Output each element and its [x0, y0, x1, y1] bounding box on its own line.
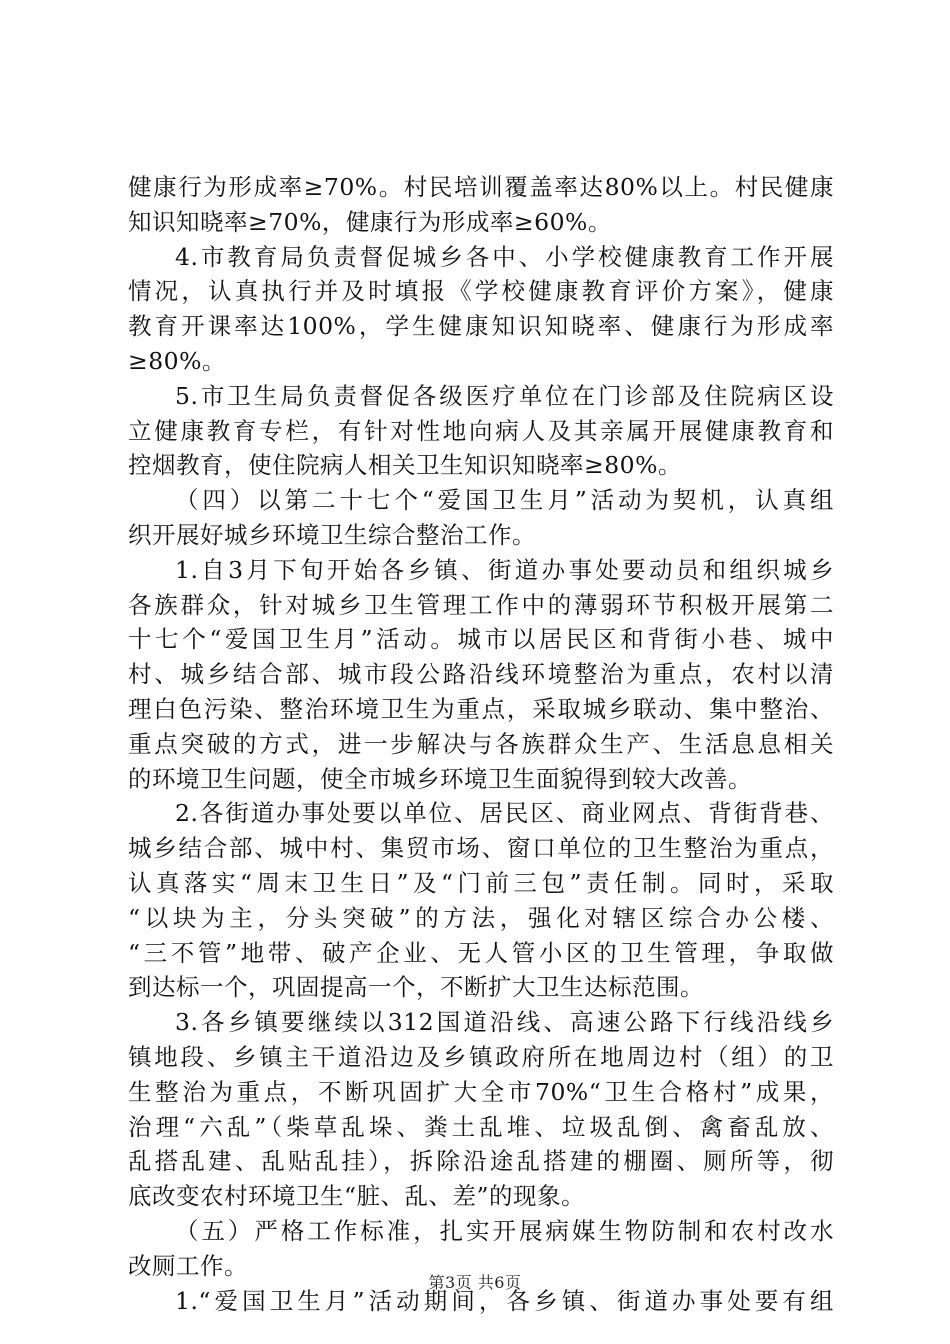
text-line: 到达标一个，巩固提高一个，不断扩大卫生达标范围。 [128, 973, 704, 1002]
text-line: 各族群众，针对城乡卫生管理工作中的薄弱环节积极开展第二 [128, 590, 834, 619]
text-line: 镇地段、乡镇主干道沿边及乡镇政府所在地周边村（组）的卫 [128, 1042, 834, 1071]
text-line: ≥80%。 [128, 346, 226, 375]
text-line: 2.各街道办事处要以单位、居民区、商业网点、背街背巷、 [175, 799, 834, 828]
text-line: 乱搭乱建、乱贴乱挂），拆除沿途乱搭建的棚圈、厕所等，彻 [128, 1147, 834, 1176]
text-line: 控烟教育，使住院病人相关卫生知识知晓率≥80%。 [128, 451, 682, 480]
text-line: 理白色污染、整治环境卫生为重点，采取城乡联动、集中整治、 [128, 694, 834, 723]
text-line: 的环境卫生问题，使全市城乡环境卫生面貌得到较大改善。 [128, 764, 752, 793]
text-line: 村、城乡结合部、城市段公路沿线环境整治为重点，农村以清 [128, 660, 834, 689]
text-line: （四）以第二十七个“爱国卫生月”活动为契机，认真组 [175, 486, 834, 515]
text-line: 治理“六乱”（柴草乱垛、粪土乱堆、垃圾乱倒、禽畜乱放、 [128, 1112, 834, 1141]
text-line: 底改变农村环境卫生“脏、乱、差”的现象。 [128, 1182, 586, 1211]
text-line: （五）严格工作标准，扎实开展病媒生物防制和农村改水 [175, 1216, 834, 1245]
text-line: 4.市教育局负责督促城乡各中、小学校健康教育工作开展 [175, 242, 834, 271]
text-line: 城乡结合部、城中村、集贸市场、窗口单位的卫生整治为重点， [128, 834, 834, 863]
text-line: “三不管”地带、破产企业、无人管小区的卫生管理，争取做 [128, 938, 834, 967]
page-footer: 第3页 共6页 [428, 1273, 522, 1292]
text-line: 教育开课率达100%，学生健康知识知晓率、健康行为形成率 [128, 312, 834, 341]
text-line: 健康行为形成率≥70%。村民培训覆盖率达80%以上。村民健康 [128, 173, 834, 201]
document-body [128, 170, 834, 1318]
text-line: 5.市卫生局负责督促各级医疗单位在门诊部及住院病区设 [175, 381, 834, 410]
text-line: 1.“爱国卫生月”活动期间，各乡镇、街道办事处要有组 [175, 1286, 834, 1315]
text-line: 知识知晓率≥70%，健康行为形成率≥60%。 [128, 207, 612, 236]
text-line: 织开展好城乡环境卫生综合整治工作。 [128, 520, 536, 549]
text-line: 改厕工作。 [128, 1251, 248, 1280]
text-line: 3.各乡镇要继续以312国道沿线、高速公路下行线沿线乡 [175, 1008, 834, 1037]
text-line: “以块为主，分头突破”的方法，强化对辖区综合办公楼、 [128, 903, 834, 932]
text-line: 重点突破的方式，进一步解决与各族群众生产、生活息息相关 [128, 729, 834, 758]
text-line: 1.自3月下旬开始各乡镇、街道办事处要动员和组织城乡 [175, 555, 834, 584]
text-line: 十七个“爱国卫生月”活动。城市以居民区和背街小巷、城中 [128, 625, 834, 654]
text-line: 认真落实“周末卫生日”及“门前三包”责任制。同时，采取 [128, 868, 834, 897]
text-line: 立健康教育专栏，有针对性地向病人及其亲属开展健康教育和 [128, 416, 834, 445]
text-line: 情况，认真执行并及时填报《学校健康教育评价方案》，健康 [128, 277, 834, 306]
text-line: 生整治为重点，不断巩固扩大全市70%“卫生合格村”成果， [128, 1077, 834, 1106]
